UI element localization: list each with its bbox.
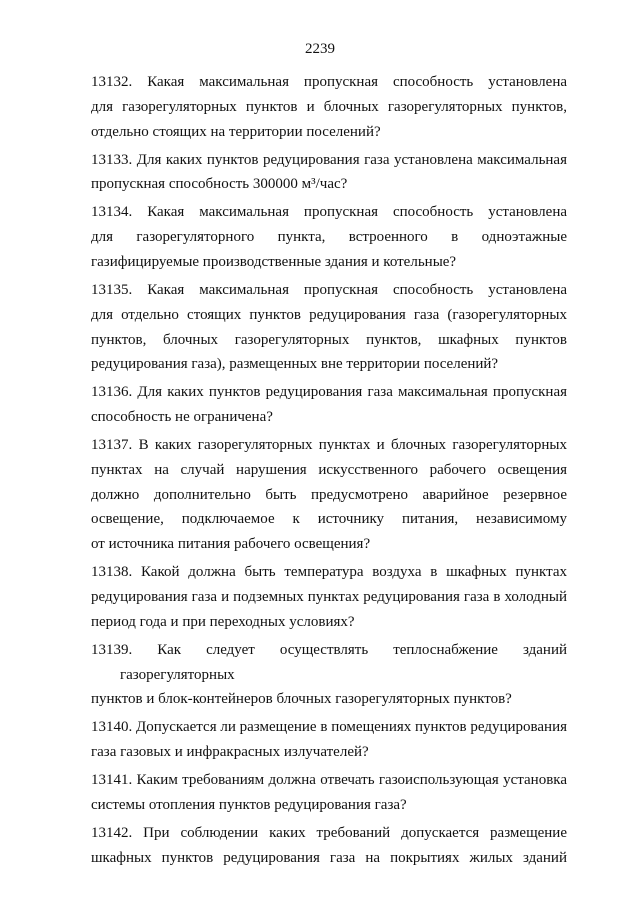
question-line: пунктах на случай нарушения искусственного рабочего освещения [91,461,567,478]
question-line: период года и при переходных условиях? [91,613,355,630]
question-item [91,380,567,430]
question-item [91,148,567,198]
question-line: пропускная способность 300000 м³/час? [91,176,348,193]
question-line: 13142. При соблюдении каких требований допускается размещение [91,824,567,841]
question-line: 13133. Для каких пунктов редуцирования газа установлена максимальная [91,151,567,168]
question-item [91,70,567,144]
question-item [91,560,567,634]
question-line: 13137. В каких газорегуляторных пунктах и блочных газорегуляторных [91,437,567,454]
question-line: 13141. Каким требованиям должна отвечать газоиспользующая установка [91,772,567,789]
question-line: 13134. Какая максимальная пропускная способность установлена [91,204,567,221]
question-line: 13136. Для каких пунктов редуцирования газа максимальная пропускная [91,384,567,401]
question-line: газифицируемые производственные здания и котельные? [91,253,457,270]
question-line: 13140. Допускается ли размещение в помещениях пунктов редуцирования [91,719,567,736]
question-line: для газорегуляторного пункта, встроенного в одноэтажные [91,229,567,246]
question-item [91,821,567,871]
question-line: для отдельно стоящих пунктов редуцирования газа (газорегуляторных [91,306,567,323]
question-item [91,433,567,557]
question-line: от источника питания рабочего освещения? [91,536,371,553]
question-line: способность не ограничена? [91,409,273,426]
question-line: пунктов, блочных газорегуляторных пунктов, шкафных пунктов [91,331,567,348]
question-line: шкафных пунктов редуцирования газа на покрытиях жилых зданий [91,849,567,866]
question-line: газа газовых и инфракрасных излучателей? [91,744,369,761]
question-item [91,200,567,274]
question-line: редуцирования газа и подземных пунктах редуцирования газа в холодный [91,589,567,606]
question-line: освещение, подключаемое к источнику питания, независимому [91,511,567,528]
question-line: 13139. Как следует осуществлять теплоснабжение зданий газорегуляторных [91,641,567,683]
question-line: 13132. Какая максимальная пропускная способность установлена [91,74,567,90]
question-item [91,278,567,377]
question-line: системы отопления пунктов редуцирования газа? [91,797,407,813]
question-line: отдельно стоящих на территории поселений? [91,123,381,140]
page-number: 2239 [305,41,335,57]
question-line: для газорегуляторных пунктов и блочных газорегуляторных пунктов, [91,98,567,115]
question-item [91,638,567,712]
question-line: должно дополнительно быть предусмотрено аварийное резервное [91,486,567,503]
question-item [91,768,567,818]
question-line: 13135. Какая максимальная пропускная способность установлена [91,281,567,298]
question-item [91,715,567,765]
question-line: пунктов и блок-контейнеров блочных газорегуляторных пунктов? [91,691,512,708]
question-line: 13138. Какой должна быть температура воздуха в шкафных пунктах [91,564,567,581]
question-line: редуцирования газа), размещенных вне территории поселений? [91,356,499,373]
question-list [91,70,567,874]
